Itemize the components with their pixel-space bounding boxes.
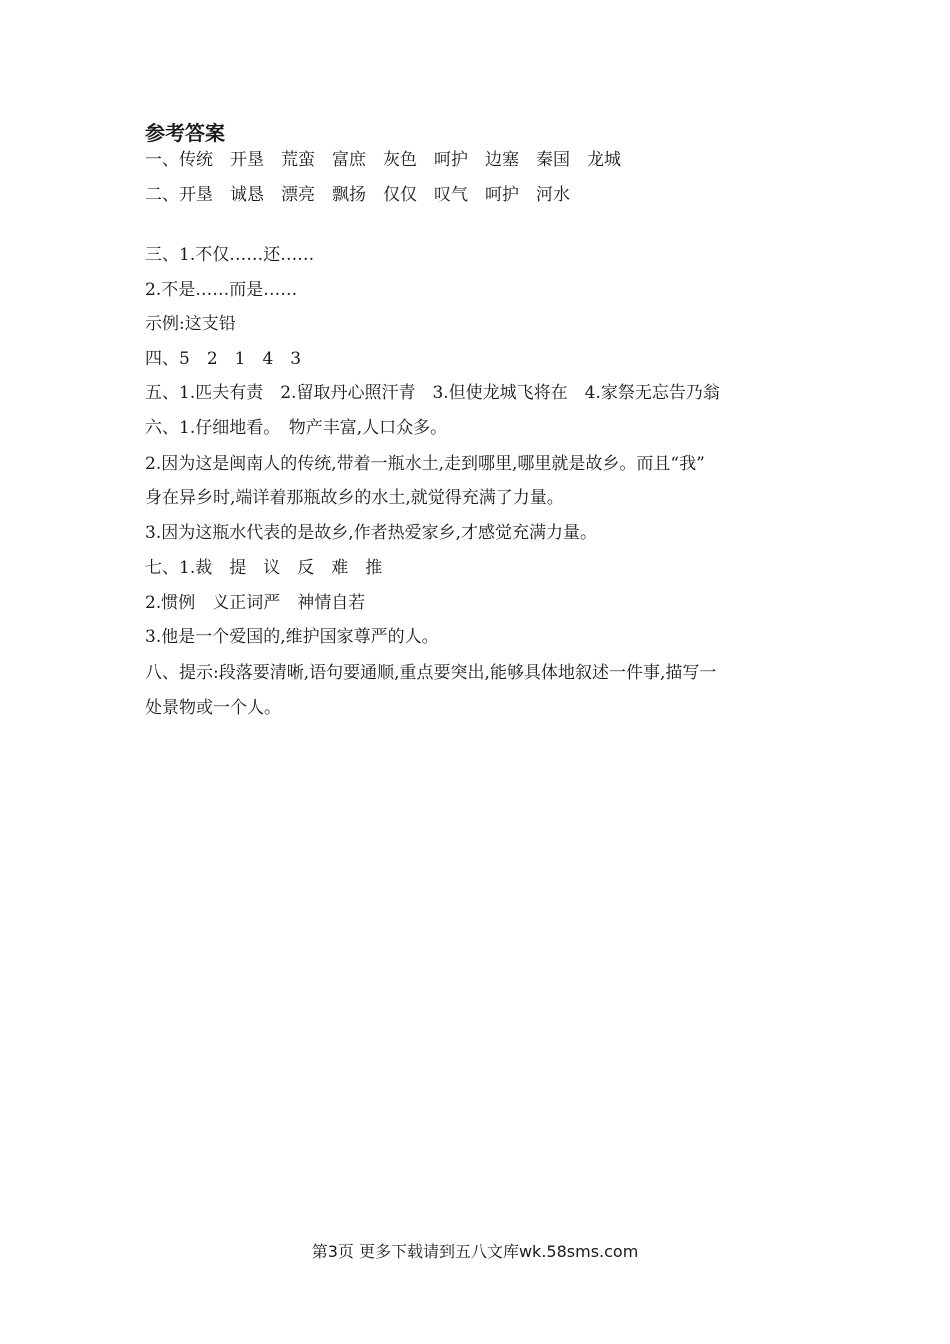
answer-line-15: 八、提示:段落要清晰,语句要通顺,重点要突出,能够具体地叙述一件事,描写一: [145, 663, 717, 683]
answer-line-3: 三、1.不仅……还……: [145, 245, 315, 265]
answer-line-8: 六、1.仔细地看。 物产丰富,人口众多。: [145, 418, 448, 438]
answer-line-2: 二、开垦 诚恳 漂亮 飘扬 仅仅 叹气 呵护 河水: [145, 185, 570, 205]
answer-line-11: 3.因为这瓶水代表的是故乡,作者热爱家乡,才感觉充满力量。: [145, 523, 598, 543]
page-footer: 第3页 更多下载请到五八文库wk.58sms.com: [311, 1242, 639, 1261]
answer-line-4: 2.不是……而是……: [145, 280, 298, 300]
answer-line-14: 3.他是一个爱国的,维护国家尊严的人。: [145, 627, 439, 647]
answer-line-6: 四、5 2 1 4 3: [145, 349, 302, 369]
answer-key-title: 参考答案: [145, 121, 225, 145]
answer-line-1: 一、传统 开垦 荒蛮 富庶 灰色 呵护 边塞 秦国 龙城: [145, 150, 621, 170]
answer-line-10: 身在异乡时,端详着那瓶故乡的水土,就觉得充满了力量。: [145, 488, 564, 508]
answer-line-16: 处景物或一个人。: [145, 698, 281, 718]
answer-line-13: 2.惯例 义正词严 神情自若: [145, 593, 366, 613]
answer-line-12: 七、1.裁 提 议 反 难 推: [145, 558, 383, 578]
answer-line-5: 示例:这支铅: [145, 314, 236, 334]
answer-line-7: 五、1.匹夫有责 2.留取丹心照汗青 3.但使龙城飞将在 4.家祭无忘告乃翁: [145, 383, 720, 403]
answer-line-9: 2.因为这是闽南人的传统,带着一瓶水土,走到哪里,哪里就是故乡。而且“我”: [145, 454, 705, 474]
